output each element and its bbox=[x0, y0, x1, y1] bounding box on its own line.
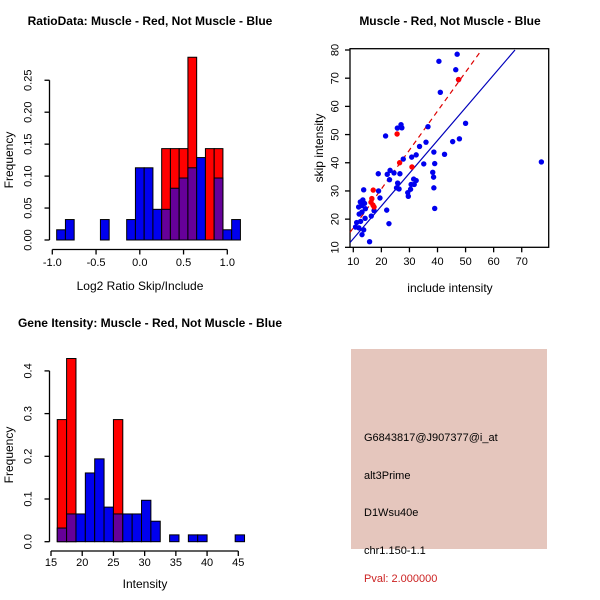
scatter-title: Muscle - Red, Not Muscle - Blue bbox=[359, 14, 541, 28]
svg-text:0.05: 0.05 bbox=[22, 197, 35, 219]
histogram-bars bbox=[57, 57, 241, 240]
panel-gene-histogram bbox=[0, 300, 300, 600]
svg-text:25: 25 bbox=[107, 557, 120, 569]
panel-ratio-histogram bbox=[0, 0, 300, 300]
svg-text:20: 20 bbox=[76, 557, 89, 569]
svg-text:10: 10 bbox=[329, 241, 342, 254]
svg-text:40: 40 bbox=[329, 156, 342, 169]
gene-histogram-title: Gene Itensity: Muscle - Red, Not Muscle - Blue bbox=[17, 316, 283, 330]
locus-text: chr1.150-1.1 bbox=[364, 545, 426, 557]
svg-text:-0.5: -0.5 bbox=[86, 257, 106, 269]
gene-histogram-ylabel: Frequency bbox=[2, 426, 16, 484]
svg-text:40: 40 bbox=[200, 557, 214, 569]
gene-name-text: D1Wsu40e bbox=[364, 507, 419, 519]
panel-gene-info bbox=[300, 300, 600, 600]
svg-text:30: 30 bbox=[138, 557, 151, 569]
splice-type-text: alt3Prime bbox=[364, 470, 411, 482]
not-muscle-fit-line bbox=[350, 50, 515, 243]
gene-histogram-plot bbox=[0, 300, 300, 600]
svg-text:0.5: 0.5 bbox=[175, 257, 192, 269]
svg-text:20: 20 bbox=[375, 256, 388, 268]
svg-text:0.1: 0.1 bbox=[22, 491, 35, 507]
svg-text:80: 80 bbox=[329, 43, 342, 57]
panel-intensity-scatter bbox=[300, 0, 600, 300]
scatter-ylabel: skip intensity bbox=[312, 113, 326, 183]
svg-text:0.0: 0.0 bbox=[132, 257, 148, 269]
svg-text:0.2: 0.2 bbox=[22, 448, 35, 464]
svg-text:50: 50 bbox=[329, 128, 342, 141]
ratio-histogram-xlabel: Log2 Ratio Skip/Include bbox=[76, 279, 204, 293]
muscle-fit-line bbox=[350, 50, 482, 232]
svg-text:0.10: 0.10 bbox=[22, 165, 35, 187]
svg-text:30: 30 bbox=[329, 184, 342, 198]
ratio-histogram-title: RatioData: Muscle - Red, Not Muscle - Blue bbox=[27, 14, 273, 28]
svg-text:0.15: 0.15 bbox=[22, 133, 35, 155]
svg-text:0.00: 0.00 bbox=[22, 229, 35, 251]
ratio-histogram-plot bbox=[0, 0, 300, 300]
svg-text:10: 10 bbox=[347, 256, 360, 268]
svg-text:60: 60 bbox=[487, 256, 500, 268]
pval-text: Pval: 2.000000 bbox=[364, 573, 438, 585]
fit-lines bbox=[350, 50, 515, 243]
svg-text:35: 35 bbox=[169, 557, 182, 569]
svg-text:1.0: 1.0 bbox=[219, 257, 235, 269]
svg-text:0.4: 0.4 bbox=[22, 363, 35, 379]
svg-text:40: 40 bbox=[431, 256, 444, 268]
svg-text:0.20: 0.20 bbox=[22, 101, 35, 123]
svg-text:20: 20 bbox=[329, 213, 342, 226]
svg-text:45: 45 bbox=[232, 557, 245, 569]
svg-text:0.3: 0.3 bbox=[22, 405, 35, 422]
scatter-xlabel: include intensity bbox=[407, 281, 493, 295]
svg-text:50: 50 bbox=[459, 256, 472, 268]
svg-text:0.25: 0.25 bbox=[22, 69, 35, 91]
ratio-histogram-ylabel: Frequency bbox=[2, 131, 16, 189]
probe-id-text: G6843817@J907377@i_at bbox=[364, 432, 498, 444]
gene-histogram-xlabel: Intensity bbox=[122, 577, 168, 591]
svg-text:30: 30 bbox=[403, 256, 416, 268]
intensity-scatter-plot bbox=[300, 0, 600, 300]
svg-text:60: 60 bbox=[329, 100, 342, 113]
svg-text:70: 70 bbox=[515, 256, 528, 268]
svg-text:-1.0: -1.0 bbox=[42, 257, 62, 269]
svg-text:70: 70 bbox=[329, 72, 342, 85]
svg-text:15: 15 bbox=[44, 557, 58, 569]
not-muscle-points bbox=[353, 52, 544, 245]
gene-info-box bbox=[351, 349, 547, 585]
svg-text:0.0: 0.0 bbox=[22, 534, 35, 550]
histogram-bars bbox=[57, 359, 244, 542]
